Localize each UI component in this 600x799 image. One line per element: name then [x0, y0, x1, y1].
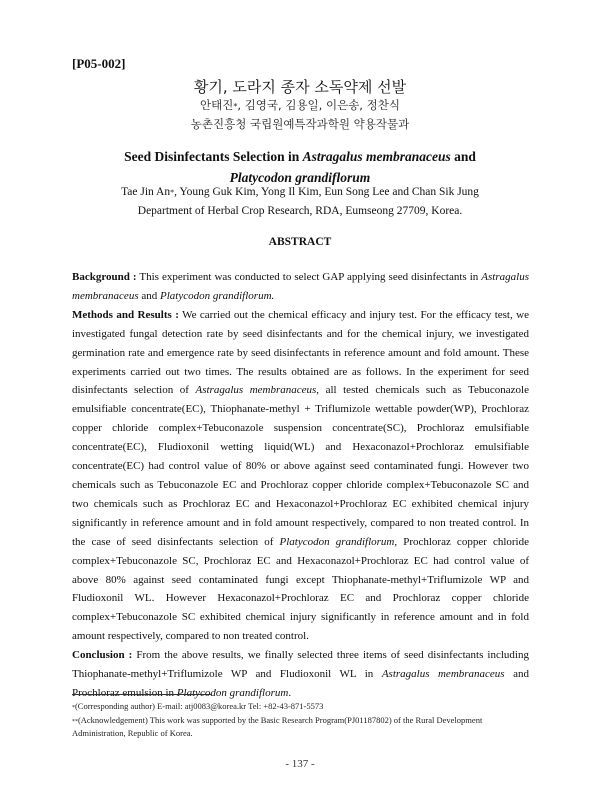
species-name: Platycodon grandiflorum — [176, 686, 289, 699]
species-name: Astragalus membranaceus — [195, 384, 317, 397]
footnote-corresponding — [72, 700, 529, 714]
english-authors-rest: , Young Guk Kim, Yong Il Kim, Eun Song Lee and Chan Sik Jung — [174, 186, 479, 198]
text-run: This experiment was conducted to select GAP applying seed disinfectants in — [136, 271, 482, 283]
species-name: Astragalus membranaceus — [72, 271, 529, 302]
english-authors — [0, 186, 600, 198]
footnotes — [72, 700, 529, 741]
title-part: Seed Disinfectants Selection in — [124, 149, 303, 164]
english-author-first: Tae Jin An — [121, 186, 171, 198]
footnote-text: (Corresponding author) E-mail: atj0083@korea.kr Tel: +82-43-871-5573 — [74, 701, 324, 711]
conclusion-label: Conclusion : — [72, 649, 133, 662]
background-paragraph — [72, 268, 529, 306]
title-species-2: Platycodon grandiflorum — [229, 170, 371, 185]
methods-label: Methods and Results : — [72, 308, 179, 321]
english-affiliation: Department of Herbal Crop Research, RDA, Eumseong 27709, Korea. — [137, 205, 463, 217]
footnote-mark: ** — [72, 718, 78, 725]
page-number: - 137 - — [285, 758, 315, 770]
text-run: , all tested chemicals such as Tebuconazole emulsifiable concentrate(EC), Thiophanate-methyl + Triflumizole wettable powder(WP), Prochloraz copper chloride complex+Tebuconazole suspension concentrate(SC), Prochloraz emulsifiable concentrate(EC), Fludioxonil wetting liquid(WL) and Hexaconazol+Prochloraz emulsifiable concentrate(EC) had control value of 80% or above against seed contaminated fungi. However two chemicals such as Tebuconazole EC and Prochloraz copper chloride complex+Tebuconazole SC and two chemicals such as Prochloraz EC and Hexaconazol+Prochloraz EC exhibited chemical injury significantly in reference amount and in fold amount respectively, compared to non treated control. In the case of seed disinfectants selection of — [72, 384, 529, 548]
title-species-1: Astragalus membranaceus — [302, 149, 451, 164]
korean-affiliation: 농촌진흥청 국립원예특작과학원 약용작물과 — [190, 117, 410, 131]
abstract-code: [P05-002] — [72, 56, 126, 71]
footnote-acknowledgement — [72, 714, 529, 741]
korean-title: 황기, 도라지 종자 소독약제 선발 — [193, 78, 407, 96]
text-run: and Prochloraz emulsion in — [72, 668, 529, 699]
corresponding-mark: * — [233, 102, 238, 111]
korean-author-first: 안태진 — [200, 98, 234, 112]
title-part: and — [450, 149, 476, 164]
species-name: Platycodon grandiflorum — [279, 535, 395, 548]
methods-paragraph — [72, 306, 529, 646]
text-run: , Prochloraz copper chloride complex+Tebuconazole SC, Prochloraz EC and Hexaconazol+Prochloraz EC had control value of above 80% against seed contaminated fungi except Thiophanate-methyl+Triflumizole WP and Fludioxonil WL. However Hexaconazol+Prochloraz EC and Prochloraz copper chloride complex+Tebuconazole SC exhibited chemical injury significantly in reference amount and in fold amount respectively, compared to non treated control. — [72, 535, 529, 643]
text-run: We carried out the chemical efficacy and injury test. For the efficacy test, we investigated fungal detection rate by seed disinfectants and for the chemical injury, we investigated germination rate and emergence rate by seed disinfectants in reference amount and fold amount. These experiments carried out two times. The results obtained are as follows. In the experiment for seed disinfectants selection of — [72, 308, 529, 397]
footnote-text: (Acknowledgement) This work was supported by the Basic Research Program(PJ01187802) of the Rural Development Administration, Republic of Korea. — [72, 714, 483, 738]
abstract-body — [72, 268, 529, 703]
background-label: Background : — [72, 271, 137, 283]
text-run: . — [288, 686, 292, 699]
text-run: and — [138, 289, 160, 302]
english-title — [0, 146, 600, 188]
text-run: From the above results, we finally selected three items of seed disinfectants including Thiophanate-methyl+Triflumizole WP and Fludioxonil WL in — [72, 649, 529, 681]
footnote-rule — [72, 694, 212, 695]
korean-authors — [0, 97, 600, 113]
species-name: Astragalus membranaceus — [381, 668, 505, 681]
species-name: Platycodon grandiflorum. — [160, 289, 275, 302]
corresponding-mark: * — [170, 188, 175, 197]
korean-authors-rest: , 김영국, 김용일, 이은송, 정찬식 — [237, 98, 400, 112]
abstract-heading: ABSTRACT — [268, 236, 332, 248]
footnote-mark: * — [72, 705, 75, 711]
